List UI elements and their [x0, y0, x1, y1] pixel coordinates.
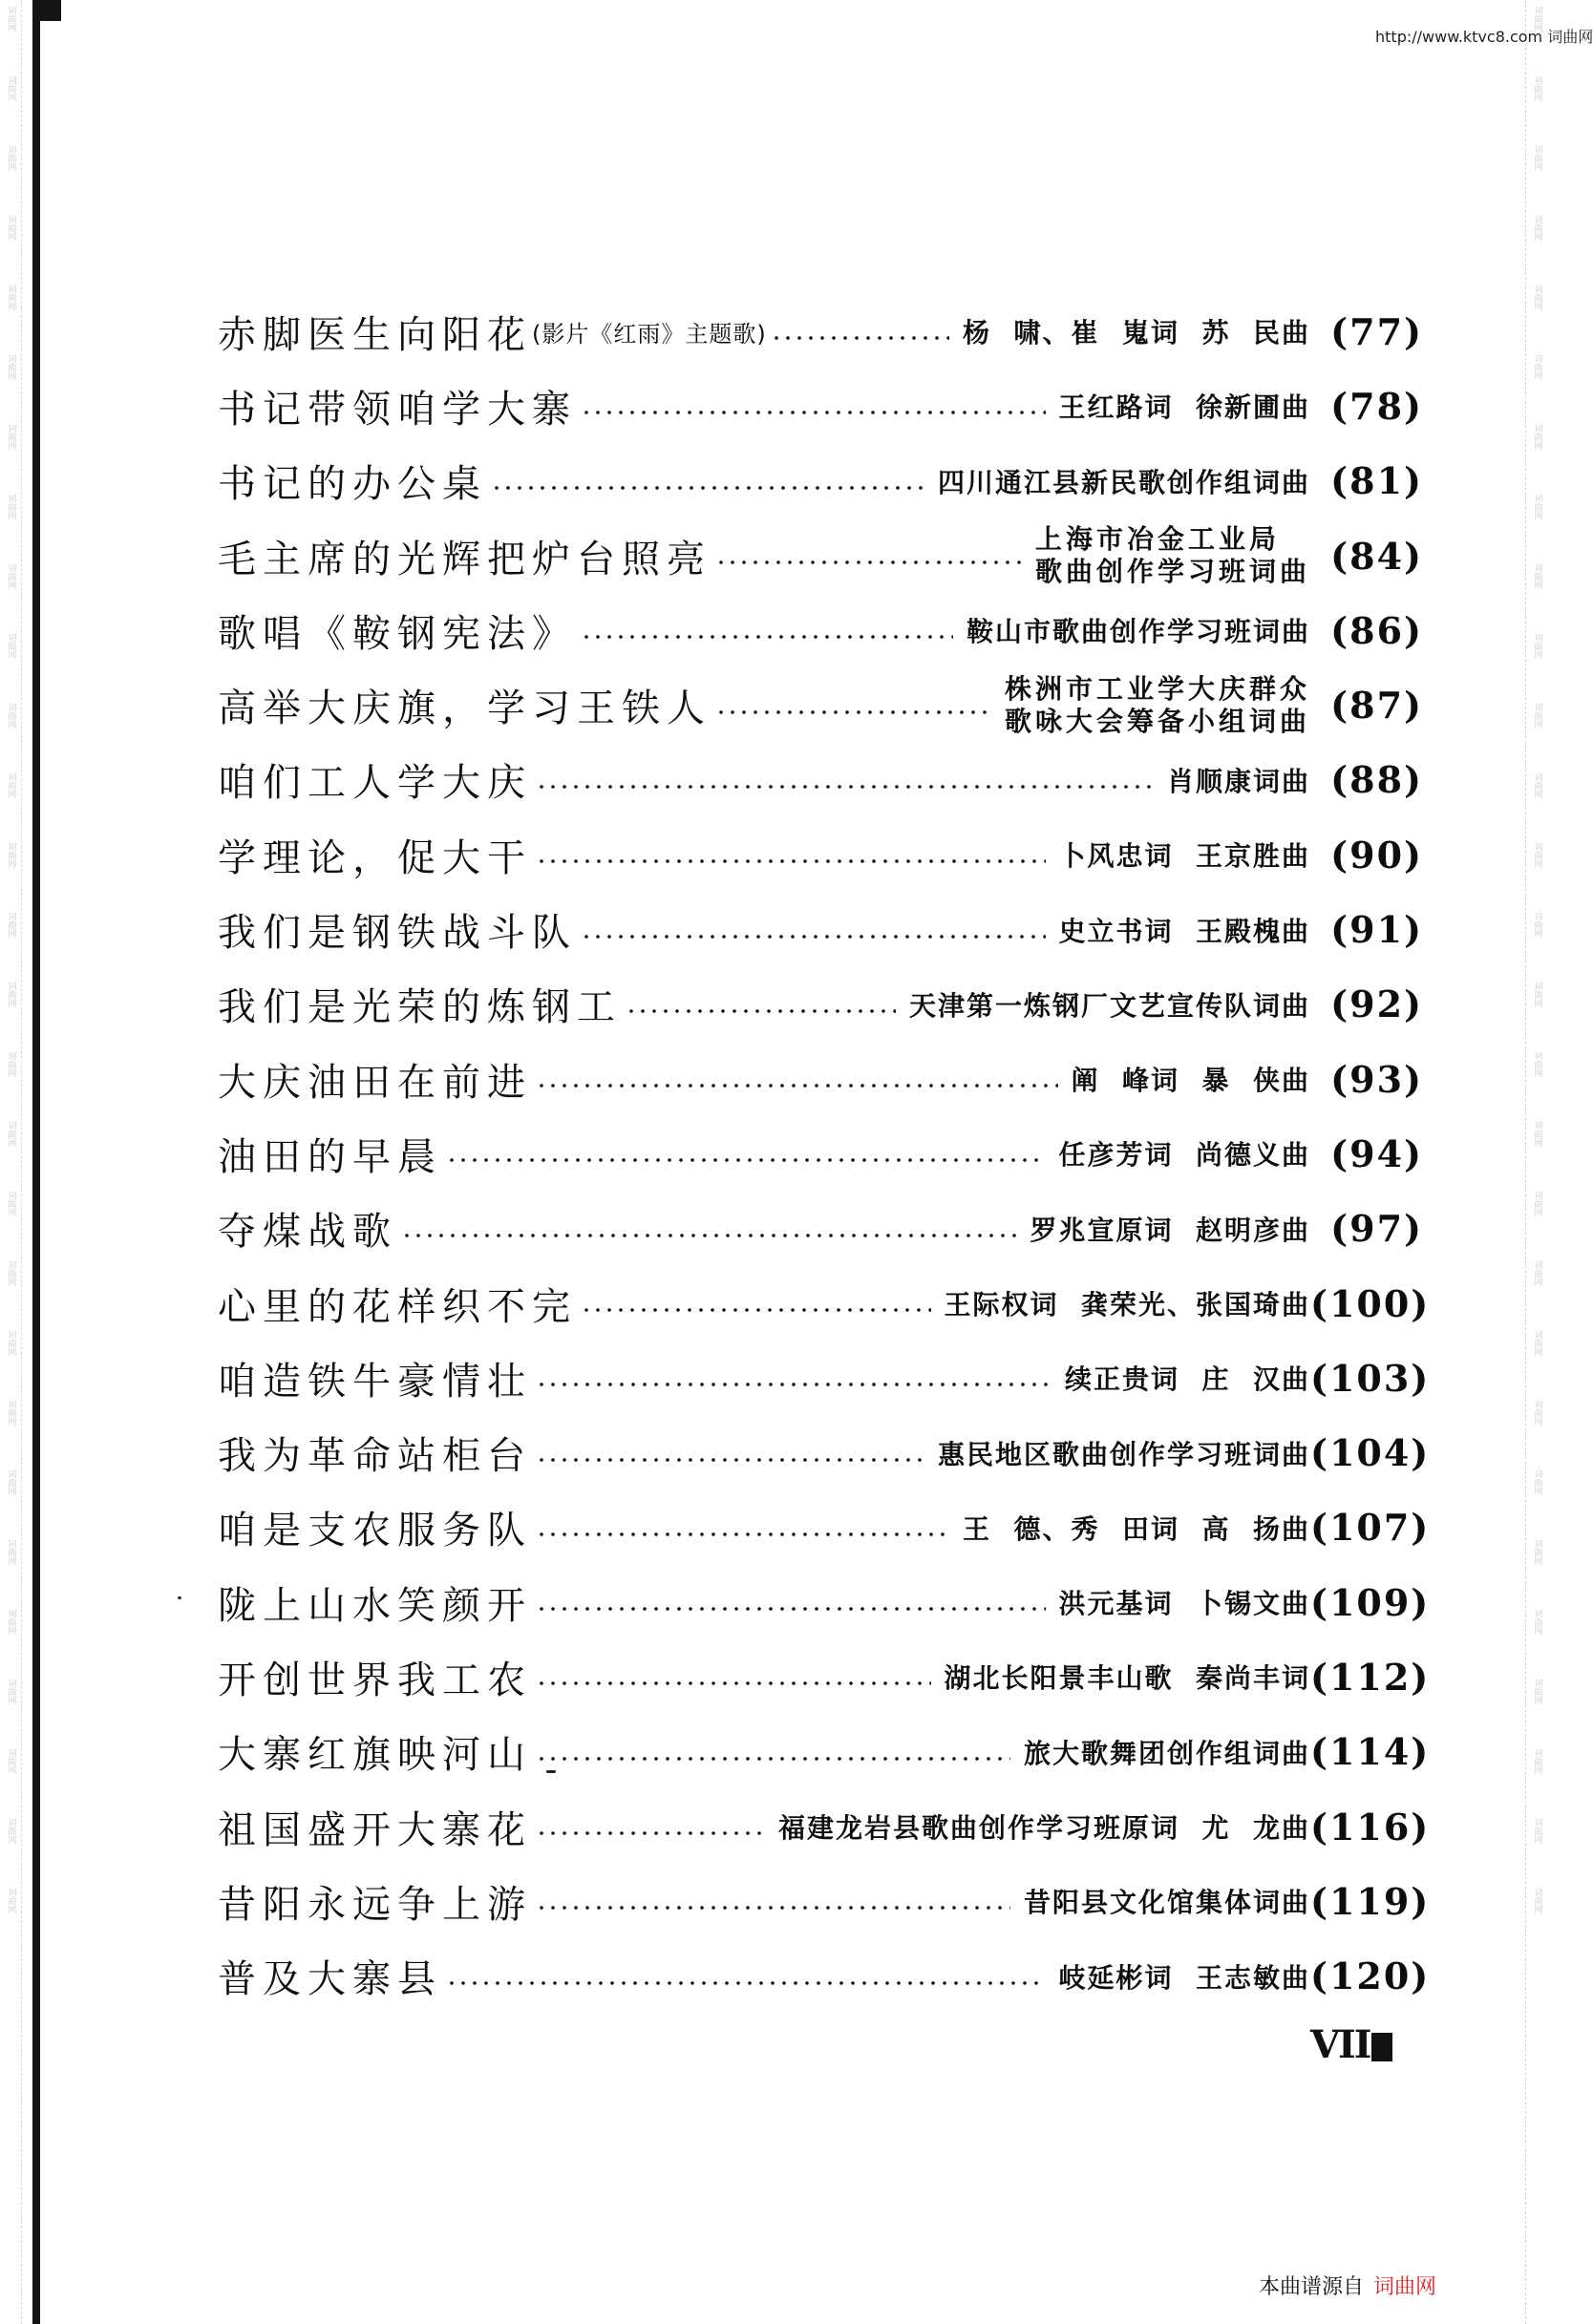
page-number: (92) — [1330, 982, 1423, 1026]
toc-entry[interactable] — [218, 892, 1423, 966]
page-number: (94) — [1330, 1131, 1423, 1175]
scan-speck — [178, 1596, 181, 1599]
page-number: (97) — [1330, 1207, 1423, 1251]
song-credit-line: 歌曲创作学习班词曲 — [1034, 556, 1310, 588]
page-number: (77) — [1330, 309, 1423, 353]
page-number: (87) — [1330, 684, 1423, 728]
table-of-contents — [218, 294, 1431, 2014]
left-watermark-strip: 词曲网 词曲网 词曲网 词曲网 词曲网 词曲网 词曲网 词曲网 词曲网 词曲网 词曲网 词曲网 词曲网 词曲网 词曲网 词曲网 词曲网 词曲网 词曲网 词曲网 词曲网 词曲网 词曲网 词曲网 词曲网 词曲网 词曲网 词曲网 — [0, 0, 22, 2324]
page-number: (120) — [1310, 1954, 1431, 1998]
song-credit: 肖顺康词曲 — [1166, 765, 1310, 797]
song-title: 歌唱《鞍钢宪法》 — [218, 611, 577, 656]
song-credit: 四川通江县新民歌创作组词曲 — [937, 466, 1310, 498]
dot-leader — [536, 1383, 1051, 1386]
scan-edge-corner — [32, 0, 61, 21]
song-credit: 史立书词 王殿槐曲 — [1058, 915, 1310, 947]
song-title: 咱造铁牛豪情壮 — [218, 1359, 532, 1404]
toc-entry[interactable] — [218, 369, 1423, 443]
toc-entry[interactable] — [218, 1789, 1431, 1864]
dot-leader — [446, 1981, 1046, 1985]
song-credit: 续正贵词 庄 汉曲 — [1065, 1363, 1310, 1396]
song-title: 普及大寨县 — [218, 1957, 442, 2002]
song-credit: 福建龙岩县歌曲创作学习班原词 尤 龙曲 — [778, 1812, 1310, 1845]
page-number: (100) — [1310, 1281, 1431, 1325]
page-number: (84) — [1330, 534, 1423, 578]
dot-leader — [536, 1084, 1058, 1088]
toc-entry[interactable] — [218, 1042, 1423, 1116]
dot-leader — [536, 1607, 1046, 1611]
page-number: (81) — [1330, 459, 1423, 503]
song-title: 毛主席的光辉把炉台照亮 — [218, 537, 712, 581]
song-title: 陇上山水笑颜开 — [218, 1583, 532, 1628]
song-credit: 卜风忠词 王京胜曲 — [1058, 840, 1310, 873]
song-title: 开创世界我工农 — [218, 1658, 532, 1702]
toc-entry[interactable] — [218, 444, 1423, 518]
toc-entry[interactable] — [218, 1266, 1431, 1341]
song-title: 高举大庆旗，学习王铁人 — [218, 687, 712, 731]
song-credit-line: 上海市冶金工业局 — [1034, 523, 1280, 556]
song-title: 书记的办公桌 — [218, 462, 487, 507]
song-title: 咱是支农服务队 — [218, 1509, 532, 1553]
dot-leader — [626, 1009, 896, 1013]
toc-entry[interactable] — [218, 1116, 1423, 1191]
page-number: (119) — [1310, 1879, 1431, 1923]
page-number: (114) — [1310, 1730, 1431, 1774]
page-number: (107) — [1310, 1506, 1431, 1550]
dot-leader — [491, 486, 924, 490]
footer-brand[interactable]: 词曲网 — [1373, 2275, 1437, 2299]
song-credit: 王际权词 龚荣光、张国琦曲 — [944, 1289, 1310, 1320]
song-title: 我们是钢铁战斗队 — [218, 911, 577, 956]
page-number-marker: VII — [1310, 2022, 1392, 2067]
song-title: 昔阳永远争上游 — [218, 1882, 532, 1927]
song-credit: 天津第一炼钢厂文艺宣传队词曲 — [908, 989, 1310, 1022]
song-title: 书记带领咱学大寨 — [218, 387, 577, 432]
dot-leader — [715, 710, 991, 714]
dot-leader — [536, 1831, 765, 1835]
right-watermark-strip: 词曲网 词曲网 词曲网 词曲网 词曲网 词曲网 词曲网 词曲网 词曲网 词曲网 词曲网 词曲网 词曲网 词曲网 词曲网 词曲网 词曲网 词曲网 词曲网 词曲网 词曲网 词曲网 词曲网 词曲网 词曲网 词曲网 词曲网 词曲网 — [1525, 0, 1547, 2324]
toc-entry[interactable] — [218, 1939, 1431, 2014]
toc-entry[interactable] — [218, 518, 1423, 593]
ink-blot — [1371, 2033, 1392, 2061]
song-title: 学理论，促大干 — [218, 835, 532, 880]
toc-entry[interactable] — [218, 294, 1423, 369]
toc-entry[interactable] — [218, 593, 1423, 667]
song-credit — [1005, 673, 1310, 738]
song-title: 油田的早晨 — [218, 1134, 442, 1179]
song-subtitle: (影片《红雨》主题歌) — [532, 320, 767, 348]
page-number: (112) — [1310, 1655, 1431, 1699]
toc-entry[interactable] — [218, 1864, 1431, 1938]
page-number: (78) — [1330, 384, 1423, 428]
dot-leader — [401, 1234, 1017, 1237]
song-credit-line: 歌咏大会筹备小组词曲 — [1004, 705, 1310, 737]
song-title: 我为革命站柜台 — [218, 1434, 532, 1479]
song-credit: 鞍山市歌曲创作学习班词曲 — [966, 616, 1310, 648]
page-number: (93) — [1330, 1057, 1423, 1101]
footer-source-label: 本曲谱源自 — [1259, 2275, 1365, 2299]
song-title: 心里的花样织不完 — [218, 1284, 577, 1329]
page-number: (91) — [1330, 908, 1423, 952]
page-number: (104) — [1310, 1431, 1431, 1475]
dot-leader — [446, 1158, 1046, 1162]
dot-leader — [581, 1308, 931, 1312]
page-number: (103) — [1310, 1356, 1431, 1400]
song-credit-line: 株洲市工业学大庆群众 — [1004, 672, 1310, 705]
page-number: (109) — [1310, 1580, 1431, 1624]
toc-entry[interactable] — [218, 1415, 1431, 1489]
toc-entry[interactable] — [218, 1192, 1423, 1266]
dot-leader — [536, 785, 1154, 789]
page-number: (88) — [1330, 758, 1423, 802]
toc-entry[interactable] — [218, 1715, 1431, 1789]
song-title: 大庆油田在前进 — [218, 1060, 532, 1105]
song-credit: 王红路词 徐新圃曲 — [1058, 391, 1310, 424]
toc-entry[interactable] — [218, 1341, 1431, 1415]
dot-leader — [771, 336, 949, 340]
song-credit: 任彦芳词 尚德义曲 — [1058, 1139, 1310, 1172]
dot-leader — [581, 635, 953, 639]
song-credit: 旅大歌舞团创作组词曲 — [1023, 1737, 1310, 1769]
toc-entry[interactable] — [218, 1565, 1431, 1639]
song-credit: 阐 峰词 暴 侠曲 — [1071, 1065, 1310, 1097]
dot-leader — [581, 935, 1046, 939]
toc-entry[interactable] — [218, 743, 1423, 817]
dot-leader — [536, 1532, 949, 1536]
dot-leader — [715, 560, 1022, 564]
dot-leader — [536, 859, 1046, 863]
site-url[interactable]: http://www.ktvc8.com 词曲网 — [1375, 28, 1593, 46]
song-credit: 昔阳县文化馆集体词曲 — [1023, 1887, 1310, 1919]
scan-edge-rule — [32, 0, 40, 2324]
song-credit: 王 德、秀 田词 高 扬曲 — [963, 1512, 1310, 1545]
song-title: 我们是光荣的炼钢工 — [218, 985, 622, 1030]
dot-leader — [536, 1906, 1010, 1910]
dot-leader — [581, 411, 1046, 414]
song-title: 祖国盛开大寨花 — [218, 1807, 532, 1852]
song-credit: 洪元基词 卜锡文曲 — [1058, 1588, 1310, 1620]
toc-entry[interactable] — [218, 1639, 1431, 1714]
song-credit: 惠民地区歌曲创作学习班词曲 — [937, 1438, 1310, 1470]
scan-speck — [546, 1770, 556, 1773]
song-credit: 杨 啸、崔 嵬词 苏 民曲 — [963, 317, 1310, 349]
toc-entry[interactable] — [218, 967, 1423, 1042]
song-title: 大寨红旗映河山 — [218, 1733, 532, 1778]
toc-entry[interactable] — [218, 817, 1423, 892]
page-number: (116) — [1310, 1805, 1431, 1849]
footer-source[interactable] — [1259, 2271, 1436, 2300]
song-credit: 罗兆宣原词 赵明彦曲 — [1030, 1214, 1310, 1246]
song-credit: 岐延彬词 王志敏曲 — [1058, 1961, 1310, 1994]
song-credit — [1035, 523, 1310, 588]
song-title: 赤脚医生向阳花 — [218, 312, 532, 357]
song-title: 夺煤战歌 — [218, 1210, 397, 1255]
dot-leader — [536, 1458, 924, 1462]
song-credit: 湖北长阳景丰山歌 秦尚丰词 — [944, 1662, 1310, 1695]
dot-leader — [536, 1681, 931, 1685]
toc-entry[interactable] — [218, 667, 1423, 742]
toc-entry[interactable] — [218, 1490, 1431, 1565]
dot-leader — [536, 1757, 1010, 1761]
page-number: (86) — [1330, 608, 1423, 652]
song-title: 咱们工人学大庆 — [218, 761, 532, 806]
page-number: (90) — [1330, 833, 1423, 877]
